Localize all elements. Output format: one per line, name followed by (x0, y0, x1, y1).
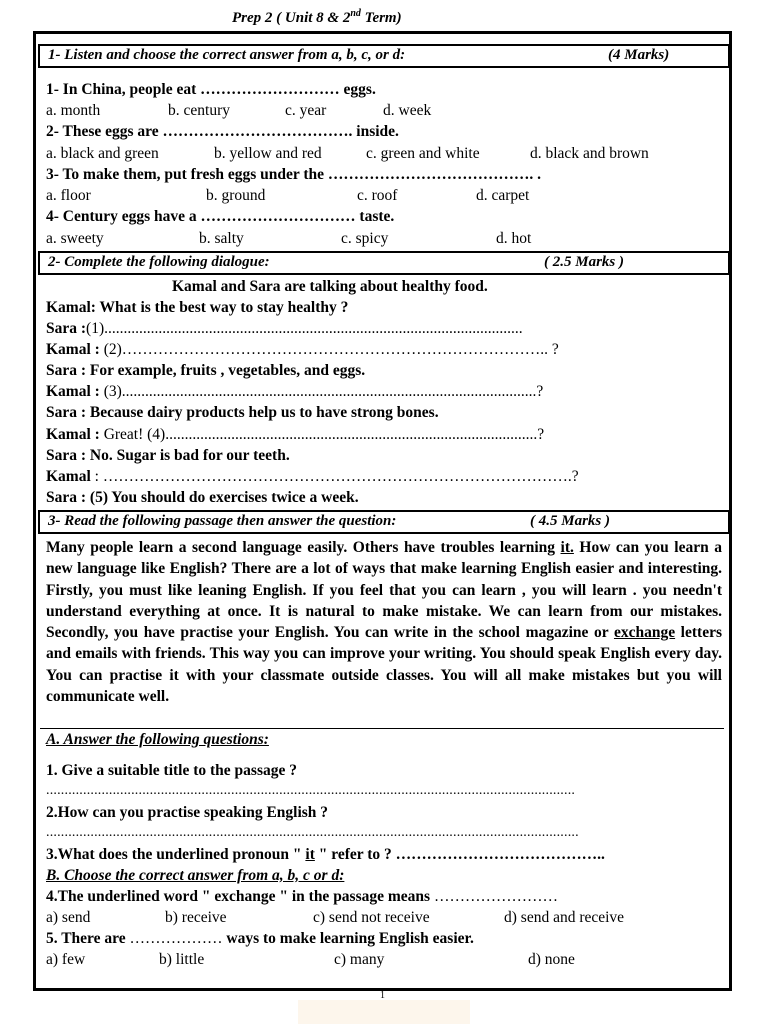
part-a-question-1: 1. Give a suitable title to the passage ? (46, 762, 297, 779)
page-number: 1 (380, 990, 385, 1001)
s1-question-4: 4- Century eggs have a ………………………… taste. (46, 208, 395, 225)
section3-instruction: 3- Read the following passage then answer the question: (48, 513, 397, 529)
s1-question-2: 2- These eggs are ………………………………. inside. (46, 123, 399, 140)
dialogue-line-6: Sara : Because dairy products help us to have strong bones. (46, 404, 439, 421)
q4-option-a: a) send (46, 909, 91, 926)
section3-header (38, 510, 730, 534)
dialogue-line-5: Kamal : (3)...........................................................................................................? (46, 383, 544, 400)
part-a-question-3: 3.What does the underlined pronoun " it " refer to ? ………………………………….. (46, 846, 605, 863)
s1-q1-option-c: c. year (285, 102, 327, 119)
s1-q3-option-b: b. ground (206, 187, 266, 204)
s1-q4-option-c: c. spicy (341, 230, 389, 247)
dialogue-line-1: Kamal: What is the best way to stay healthy ? (46, 299, 349, 316)
reading-passage: Many people learn a second language easily. Others have troubles learning it. How can you learn a new language like English? There are a lot of ways that make learning English easier and interesting. Firstly, you must like leaning English. If you feel that you can learn , you will learn . you needn't understand everything at once. It is natural to make mistake. We can learn from our mistakes. Secondly, you have practise your English. You can write in the school magazine or exchange letters and emails with friends. This way you can improve your writing. You should speak English every day. You can practise it with your classmate outside classes. You will all make mistakes but you will communicate well. (46, 539, 722, 706)
s1-q4-option-d: d. hot (496, 230, 532, 247)
s1-q4-option-a: a. sweety (46, 230, 104, 247)
part-b-question-4: 4.The underlined word " exchange " in the passage means …………………… (46, 888, 558, 905)
part-a-question-2: 2.How can you practise speaking English ? (46, 804, 329, 821)
dialogue-line-10: Sara : (5) You should do exercises twice a week. (46, 489, 359, 506)
s1-q2-option-c: c. green and white (366, 145, 480, 162)
part-a-answer-line-2: ................................................................................................................................................ (46, 825, 579, 840)
dialogue-intro: Kamal and Sara are talking about healthy food. (172, 278, 488, 295)
q5-option-d: d) none (528, 951, 575, 968)
dialogue-line-4: Sara : For example, fruits , vegetables, and eggs. (46, 362, 366, 379)
s1-q3-option-a: a. floor (46, 187, 91, 204)
s1-q4-option-b: b. salty (199, 230, 244, 247)
s1-question-3: 3- To make them, put fresh eggs under the …………………………………. . (46, 166, 542, 183)
s1-q1-option-b: b. century (168, 102, 230, 119)
section2-header (38, 251, 730, 275)
underlined-it: it. (560, 539, 574, 556)
part-a-heading: A. Answer the following questions: (46, 731, 269, 748)
q5-option-b: b) little (159, 951, 205, 968)
dialogue-line-2: Sara :(1)............................................................................................................ (46, 320, 523, 337)
s1-q2-option-d: d. black and brown (530, 145, 649, 162)
q5-option-c: c) many (334, 951, 385, 968)
part-b-heading: B. Choose the correct answer from a, b, c or d: (46, 867, 345, 884)
dialogue-line-7: Kamal : Great! (4)................................................................................................? (46, 426, 545, 443)
q4-option-d: d) send and receive (504, 909, 625, 926)
section2-marks: ( 2.5 Marks ) (544, 254, 625, 270)
section1-header (38, 44, 730, 68)
s1-q1-option-d: d. week (383, 102, 432, 119)
section1-marks: (4 Marks) (608, 47, 670, 63)
dialogue-line-3: Kamal : (2)……………………………………………………………………….. ? (46, 341, 559, 358)
underlined-exchange: exchange (613, 624, 676, 642)
section3-marks: ( 4.5 Marks ) (530, 513, 611, 529)
part-a-answer-line-1: ............................................................................................................................................... (46, 783, 576, 798)
s1-question-1: 1- In China, people eat ……………………… eggs. (46, 81, 376, 98)
bottom-tab (298, 1000, 470, 1024)
dialogue-line-9: Kamal : ……………………………………………………………………………….? (46, 468, 579, 485)
section2-instruction: 2- Complete the following dialogue: (48, 254, 270, 270)
q4-option-c: c) send not receive (313, 909, 430, 926)
s1-q3-option-d: d. carpet (476, 187, 530, 204)
passage-divider (40, 728, 724, 729)
page-title: Prep 2 ( Unit 8 & 2nd Term) (232, 8, 402, 26)
part-b-question-5: 5. There are ……………… ways to make learning English easier. (46, 930, 474, 947)
dialogue-line-8: Sara : No. Sugar is bad for our teeth. (46, 447, 290, 464)
s1-q2-option-a: a. black and green (46, 145, 159, 162)
section1-instruction: 1- Listen and choose the correct answer from a, b, c, or d: (48, 47, 406, 63)
s1-q2-option-b: b. yellow and red (214, 145, 322, 162)
q5-option-a: a) few (46, 951, 86, 968)
s1-q3-option-c: c. roof (357, 187, 398, 204)
q4-option-b: b) receive (165, 909, 227, 926)
s1-q1-option-a: a. month (46, 102, 101, 119)
